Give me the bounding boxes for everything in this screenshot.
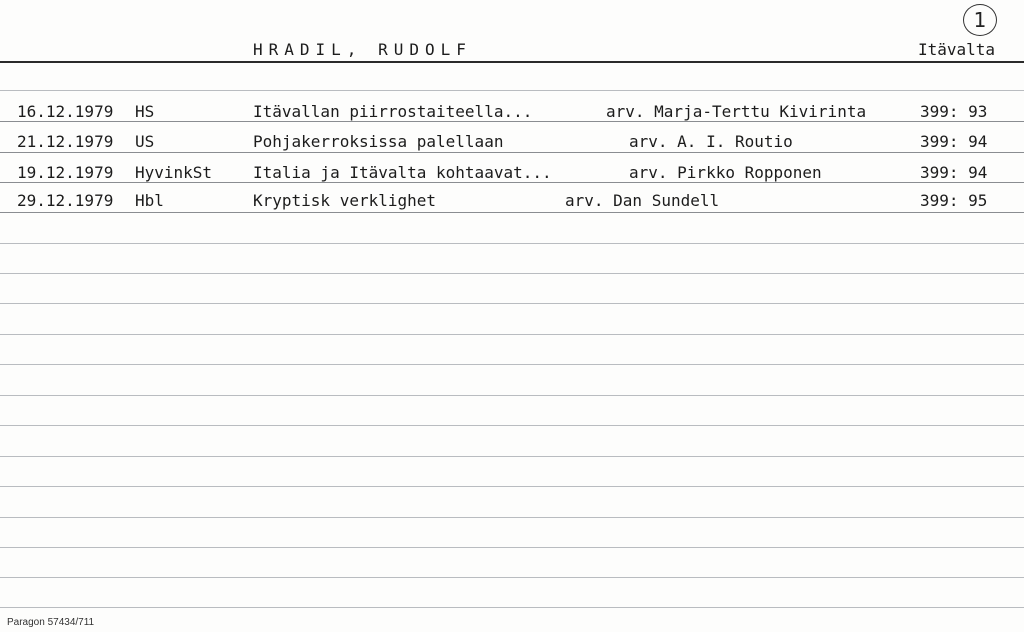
entry-title: Italia ja Itävalta kohtaavat...: [253, 163, 552, 182]
entry-date: 19.12.1979: [17, 163, 114, 182]
ruled-line: [0, 273, 1024, 274]
ruled-line: [0, 486, 1024, 487]
ruled-line: [0, 607, 1024, 608]
entry-source: Hbl: [135, 191, 164, 210]
entry-reviewer: arv. Pirkko Ropponen: [629, 163, 822, 182]
entry-ref: 399: 93: [920, 102, 988, 121]
ruled-line: [0, 364, 1024, 365]
ruled-line: [0, 121, 1024, 122]
card-footer-printer-mark: Paragon 57434/711: [7, 617, 95, 628]
ruled-line: [0, 90, 1024, 91]
entry-date: 21.12.1979: [17, 132, 114, 151]
entry-ref: 399: 94: [920, 132, 988, 151]
card-number-circle: 1: [963, 4, 997, 36]
entry-source: HyvinkSt: [135, 163, 213, 182]
ruled-line: [0, 303, 1024, 304]
entry-title: Kryptisk verklighet: [253, 191, 437, 210]
ruled-line: [0, 456, 1024, 457]
entry-source: US: [135, 132, 155, 151]
ruled-line: [0, 152, 1024, 153]
ruled-line: [0, 517, 1024, 518]
entry-title: Pohjakerroksissa palellaan: [253, 132, 504, 151]
heading-country: Itävalta: [918, 40, 996, 59]
ruled-line: [0, 212, 1024, 213]
ruled-line: [0, 425, 1024, 426]
entry-ref: 399: 94: [920, 163, 988, 182]
entry-reviewer: arv. Dan Sundell: [565, 191, 720, 210]
ruled-line: [0, 577, 1024, 578]
entry-ref: 399: 95: [920, 191, 988, 210]
ruled-line: [0, 547, 1024, 548]
ruled-line: [0, 182, 1024, 183]
entry-source: HS: [135, 102, 155, 121]
ruled-line: [0, 395, 1024, 396]
entry-date: 16.12.1979: [17, 102, 114, 121]
ruled-line: [0, 243, 1024, 244]
header-rule: [0, 61, 1024, 63]
entry-date: 29.12.1979: [17, 191, 114, 210]
heading-name: HRADIL, RUDOLF: [253, 40, 472, 59]
ruled-line: [0, 334, 1024, 335]
entry-reviewer: arv. A. I. Routio: [629, 132, 793, 151]
entry-title: Itävallan piirrostaiteella...: [253, 102, 533, 121]
entry-reviewer: arv. Marja-Terttu Kivirinta: [606, 102, 867, 121]
